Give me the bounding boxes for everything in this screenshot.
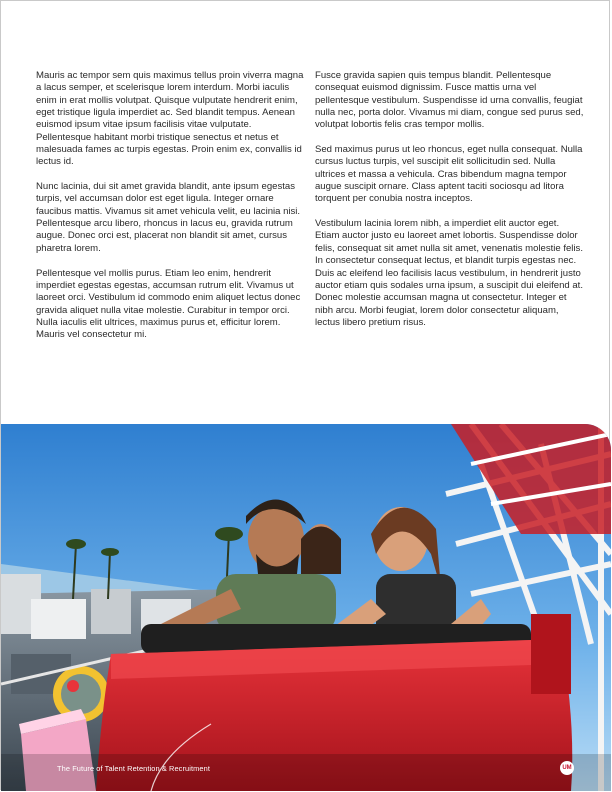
left-paragraph-3: Pellentesque vel mollis purus. Etiam leo enim, hendrerit imperdiet egestas egestas, accumsan rutrum elit. Vivamus ut laoreet orci. Vestibulum id commodo enim aliquet lectus donec gravida aliquet nulla vitae molestie. Curabitur in tempor orci. Nulla iaculis elit ultrices, maximus purus et, efficitur lorem. Mauris vel consectetur mi. — [36, 267, 301, 341]
roller-coaster-photo — [1, 424, 611, 791]
footer-document-title: The Future of Talent Retention & Recruitment — [57, 764, 210, 773]
right-paragraph-3: Vestibulum lacinia lorem nibh, a imperdiet elit auctor eget. Etiam auctor justo eu laoreet amet lobortis. Suspendisse dolor felis, consequat sit amet nulla sit amet, venenatis molestie felis. In consectetur consequat lectus, et blandit turpis egestas nec. Duis ac eleifend leo facilisis lacus vestibulum, in hendrerit justo auctor etiam quis sodales urna ipsum, a suscipit dui eleifend at. Donec molestie accumsan magna ut consectetur. Integer et nibh arcu. Morbi feugiat, lorem dolor consectetur aliquam, lectus libero pretium risus. — [315, 218, 583, 328]
brand-logo-icon: UM — [560, 761, 574, 775]
roller-coaster-illustration — [1, 424, 611, 791]
left-paragraph-1: Mauris ac tempor sem quis maximus tellus proin viverra magna a lacus semper, et scelerisque lorem interdum. Morbi iaculis enim in erat mollis volutpat. Quisque vulputate hendrerit enim, eget tristique ligula imperdiet ac. Sed blandit tempus. Aenean euismod ipsum vitae ipsum facilisis vitae vulputate. Pellentesque habitant morbi tristique senectus et netus et malesuada fames ac turpis egestas. Proin enim ex, convallis id lectus id. — [36, 70, 304, 168]
right-text-column — [315, 70, 585, 342]
right-paragraph-1: Fusce gravida sapien quis tempus blandit. Pellentesque consequat euismod dignissim. Fusce mattis urna vel pellentesque vestibulum. Suspendisse id urna convallis, feugiat nulla nec, porta dolor. Vivamus mi diam, congue sed purus sed, volutpat lobortis felis cras tempor mollis. — [315, 70, 584, 131]
right-paragraph-2: Sed maximus purus ut leo rhoncus, eget nulla consequat. Nulla cursus luctus turpis, vel suscipit elit sollicitudin sed. Nulla ultrices et massa a vehicula. Cras bibendum magna tempor augue suscipit ornare. Class aptent taciti sociosqu ad litora torquent per conubia nostra inceptos. — [315, 144, 583, 205]
left-paragraph-2: Nunc lacinia, dui sit amet gravida blandit, ante ipsum egestas turpis, vel accumsan dolor est eget ligula. Integer ornare faucibus mattis. Vivamus sit amet vehicula velit, eu lacinia nisi. Pellentesque arcu libero, rhoncus in lacus eu, gravida rutrum augue. Donec orci est, placerat non blandit sit amet, cursus pharetra lorem. — [36, 181, 301, 254]
left-text-column — [36, 70, 306, 354]
